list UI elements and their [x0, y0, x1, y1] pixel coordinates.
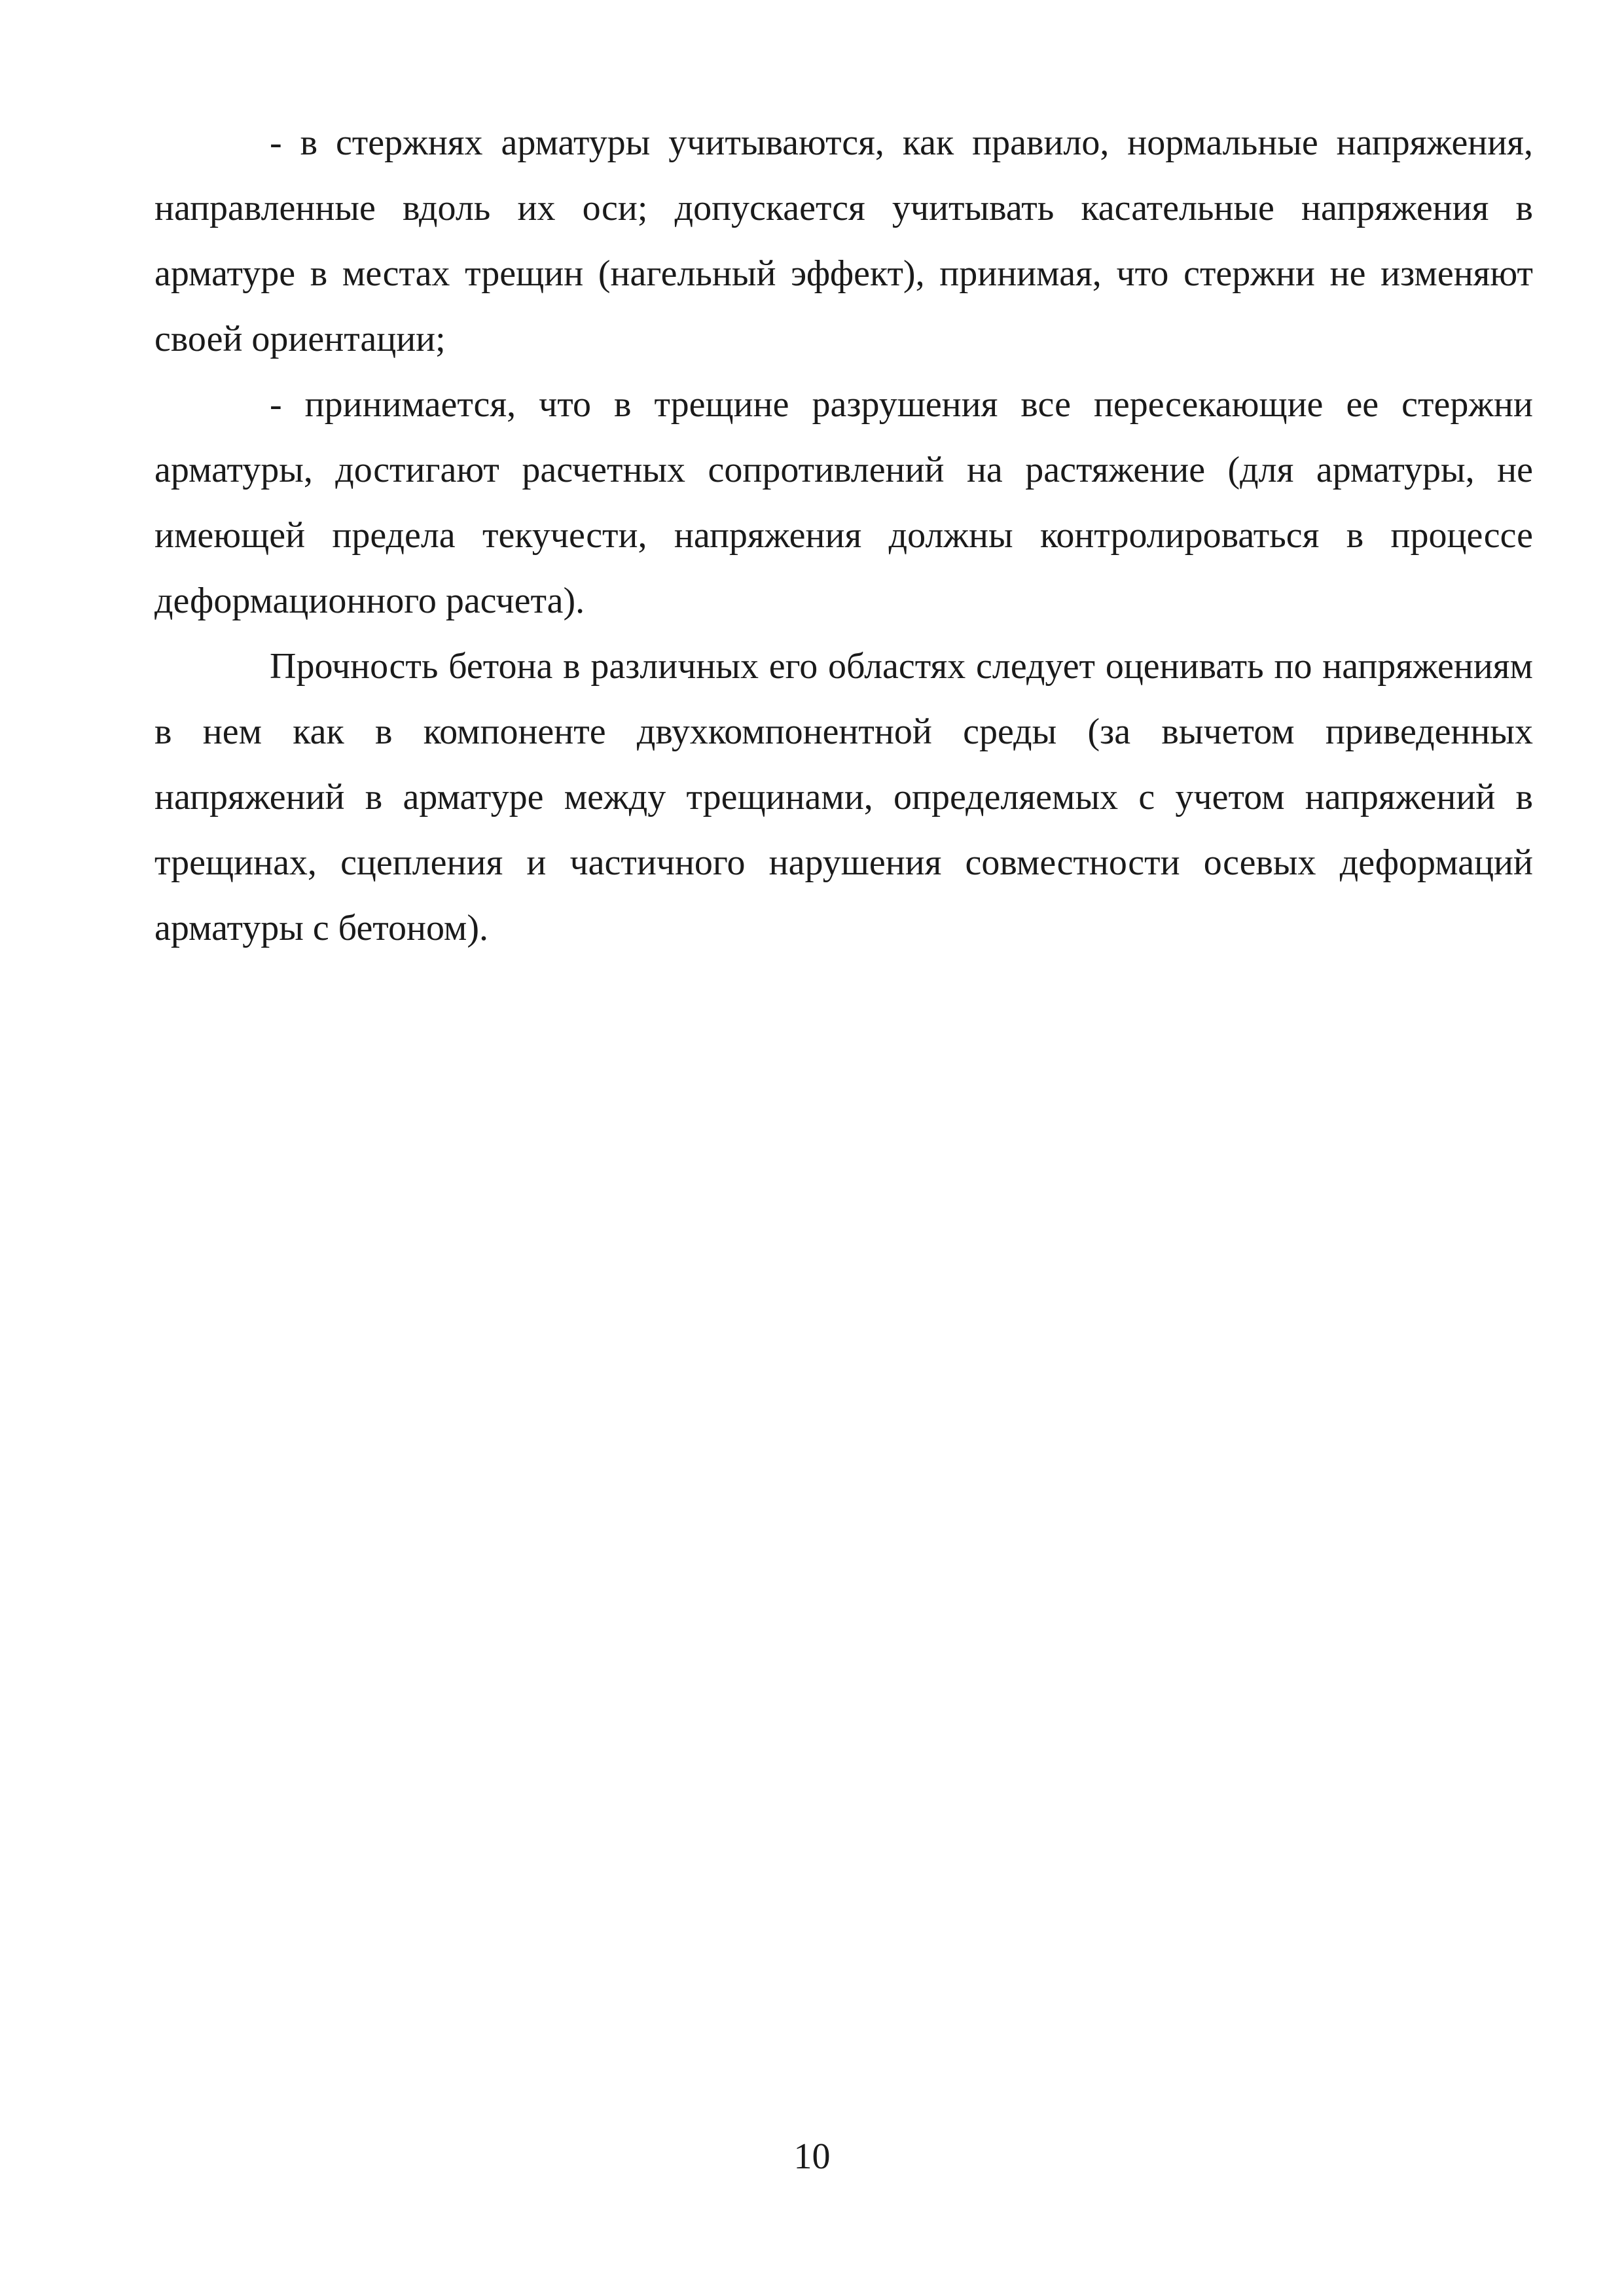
page-number: 10: [793, 2136, 831, 2177]
paragraph-concrete-strength: Прочность бетона в различных его областях следует оценивать по напряжениям в нем как в компоненте двухкомпонентной среды (за вычетом приведенных напряжений в арматуре между трещинами, определяемых с учетом напряжений в трещинах, сцепления и частичного нарушения совместности осевых деформаций арматуры с бетоном).: [154, 646, 1533, 948]
body-text: [154, 110, 1533, 961]
paragraph-crack-rupture: - принимается, что в трещине разрушения все пересекающие ее стержни арматуры, достигают расчетных сопротивлений на растяжение (для арматуры, не имеющей предела текучести, напряжения должны контролироваться в процессе деформационного расчета).: [154, 384, 1533, 621]
paragraph-rebar-stresses: - в стержнях арматуры учитываются, как правило, нормальные напряжения, направленные вдоль их оси; допускается учитывать касательные напряжения в арматуре в местах трещин (нагельный эффект), принимая, что стержни не изменяют своей ориентации;: [154, 122, 1533, 359]
